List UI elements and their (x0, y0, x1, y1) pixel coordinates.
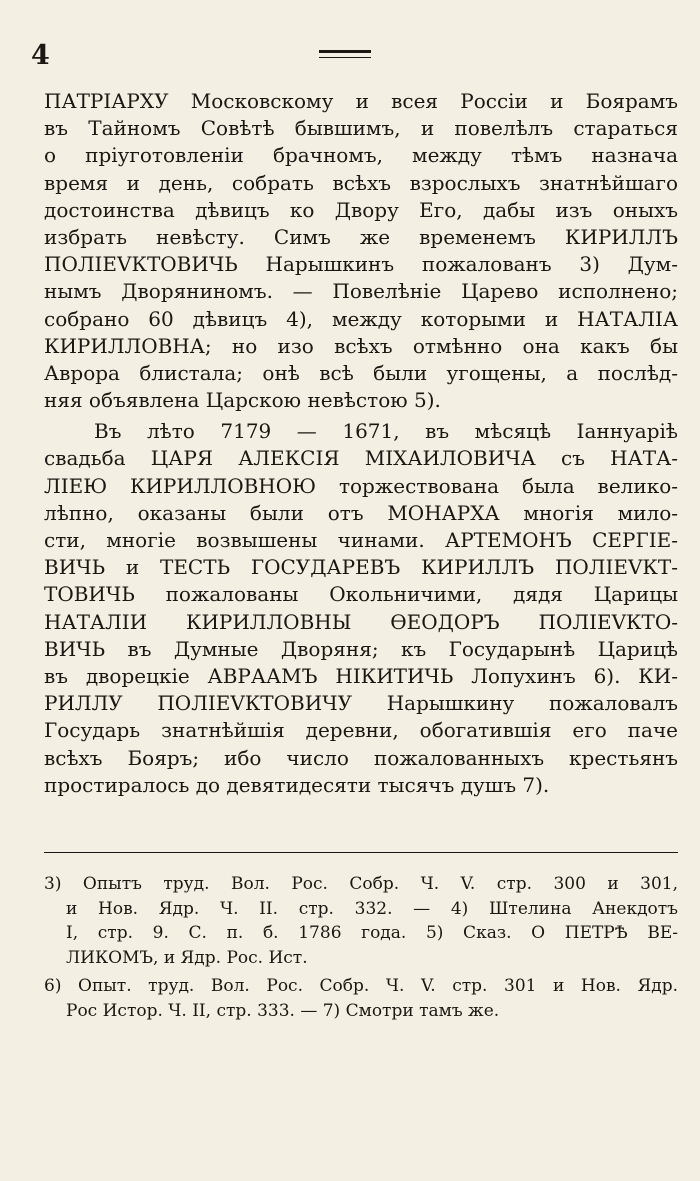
text-line: нымъ Дворяниномъ. — Повелѣніе Царево исполнено; (44, 279, 678, 304)
text-line: КИРИЛЛОВНА; но изо всѣхъ отмѣнно она какъ бы (44, 333, 678, 358)
text-line: въ дворецкіе АВРААМЪ НІКИТИЧЬ Лопухинъ 6). КИ- (44, 663, 678, 688)
text-line: РИЛЛУ ПОЛІЕVКТОВИЧУ Нарышкину пожаловалъ (44, 691, 678, 716)
text-line: ВИЧЬ въ Думные Дворяня; къ Государынѣ Царицѣ (44, 636, 678, 661)
footnotes (44, 872, 678, 1023)
footnote-line: Рос Истор. Ч. II, стр. 333. — 7) Смотри тамъ же. (66, 1000, 500, 1021)
text-line: свадьба ЦАРЯ АЛЕКСІЯ МІХАИЛОВИЧА съ НАТА- (44, 446, 678, 471)
text-line: ЛІЕЮ КИРИЛЛОВНОЮ торжествована была велико- (44, 473, 678, 498)
text-line: всѣхъ Бояръ; ибо число пожалованныхъ крестьянъ (44, 745, 678, 770)
page-number: 4 (31, 40, 50, 71)
footnote-line: и Нов. Ядр. Ч. II. стр. 332. — 4) Штелина Анекдотъ (66, 898, 678, 919)
text-line: ПОЛІЕVКТОВИЧЬ Нарышкинъ пожалованъ 3) Дум- (44, 252, 678, 277)
footnote-line: І, стр. 9. С. п. б. 1786 года. 5) Сказ. О ПЕТРѢ ВЕ- (66, 923, 678, 943)
text-line: Государь знатнѣйшія деревни, обогатившія его паче (44, 718, 678, 743)
text-line: достоинства дѣвицъ ко Двору Его, дабы изъ оныхъ (44, 197, 678, 222)
text-line: ПАТРІАРХУ Московскому и всея Россіи и Боярамъ (44, 89, 678, 113)
footnote-separator (44, 852, 678, 853)
text-line: ТОВИЧЬ пожалованы Окольничими, дядя Царицы (44, 582, 678, 607)
body-text (44, 88, 678, 799)
text-line: сти, многіе возвышены чинами. АРТЕМОНЪ СЕРГІЕ- (44, 528, 678, 552)
footnote-line: 3) Опытъ труд. Вол. Рос. Собр. Ч. V. стр. 300 и 301, (44, 874, 678, 894)
header-ornament-rule (319, 50, 371, 58)
text-line: избрать невѣсту. Симъ же временемъ КИРИЛЛЪ (44, 224, 678, 249)
text-line: простиралось до девятидесяти тысячъ душъ 7). (44, 772, 550, 797)
text-line: въ Тайномъ Совѣтѣ бывшимъ, и повелѣлъ стараться (44, 116, 678, 141)
text-line: лѣпно, оказаны были отъ МОНАРХА многія мило- (44, 500, 678, 525)
text-line: Аврора блистала; онѣ всѣ были угощены, а послѣд- (44, 360, 678, 385)
text-line: Въ лѣто 7179 — 1671, въ мѣсяцѣ Іаннуаріѣ (94, 419, 678, 444)
footnote-line: 6) Опыт. труд. Вол. Рос. Собр. Ч. V. стр. 301 и Нов. Ядр. (44, 976, 678, 996)
text-line: ВИЧЬ и ТЕСТЬ ГОСУДАРЕВЪ КИРИЛЛЪ ПОЛІЕVКТ- (44, 555, 678, 580)
text-line: няя объявлена Царскою невѣстою 5). (44, 388, 441, 413)
text-line: время и день, собрать всѣхъ взрослыхъ знатнѣйшаго (44, 170, 678, 195)
text-line: собрано 60 дѣвицъ 4), между которыми и НАТАЛІА (44, 306, 678, 331)
text-line: о пріуготовленіи брачномъ, между тѣмъ назнача (44, 143, 678, 168)
footnote-line: ЛИКОМЪ, и Ядр. Рос. Ист. (66, 947, 308, 968)
text-line: НАТАЛІИ КИРИЛЛОВНЫ ѲЕОДОРЪ ПОЛІЕVКТО- (44, 609, 678, 634)
